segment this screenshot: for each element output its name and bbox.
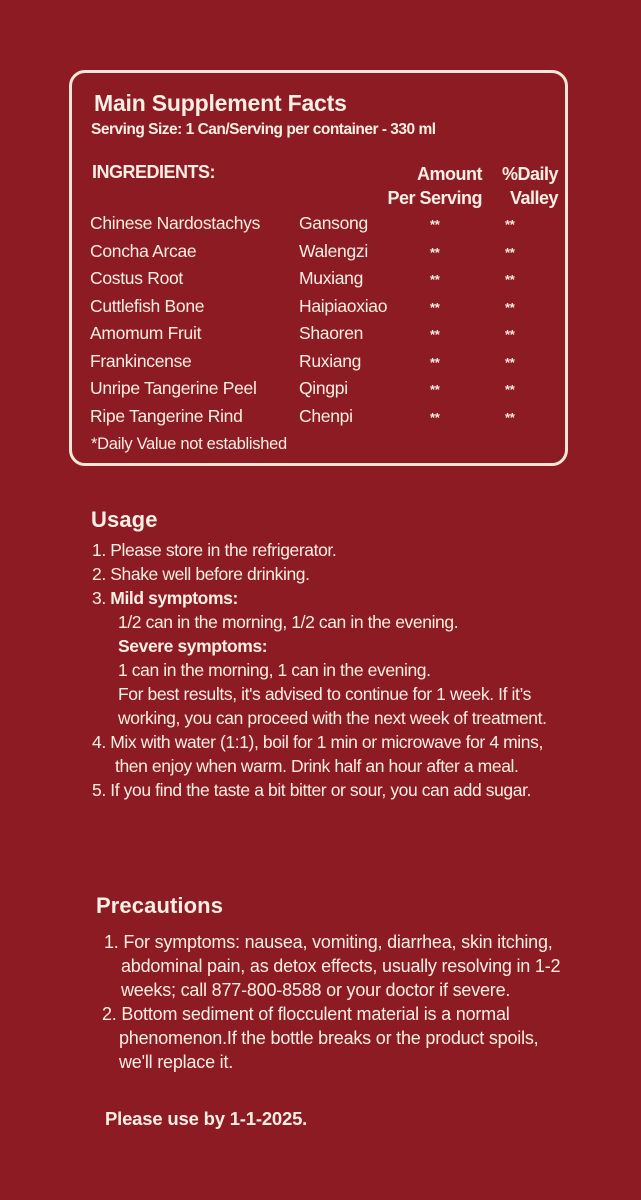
usage-item-4: 4. Mix with water (1:1), boil for 1 min or microwave for 4 mins, then enjoy when warm. Drink half an hour after a meal. [92, 732, 543, 776]
ingredient-name: Unripe Tangerine Peel [90, 378, 257, 398]
ingredient-daily-value: ** [505, 244, 515, 260]
ingredient-daily-value: ** [505, 354, 515, 370]
ingredient-row [90, 323, 560, 350]
ingredient-row [90, 351, 560, 378]
supplement-facts-panel [69, 70, 568, 466]
ingredient-daily-value: ** [505, 299, 515, 315]
ingredient-name: Ripe Tangerine Rind [90, 405, 243, 426]
precaution-item-2: 2. Bottom sediment of flocculent material is a normal phenomenon.If the bottle breaks or the product spoils, we'll replace it. [102, 1004, 539, 1072]
ingredient-amount: ** [430, 244, 440, 260]
ingredient-row [90, 241, 560, 268]
amount-header-line1: Amount [417, 164, 482, 184]
ingredient-daily-value: ** [505, 272, 515, 287]
daily-value-note: *Daily Value not established [91, 435, 287, 453]
ingredient-pinyin: Gansong [299, 213, 368, 233]
amount-header-line2: Per Serving [387, 188, 482, 208]
ingredient-name: Costus Root [90, 268, 183, 288]
ingredient-pinyin: Chenpi [299, 405, 353, 426]
ingredient-pinyin: Shaoren [299, 323, 364, 343]
facts-title: Main Supplement Facts [94, 90, 347, 116]
ingredient-amount: ** [430, 299, 440, 315]
usage-item-3-number: 3. [92, 588, 111, 608]
ingredient-name: Chinese Nardostachys [90, 213, 261, 233]
ingredient-name: Frankincense [90, 350, 192, 371]
ingredient-amount: ** [430, 354, 440, 370]
ingredient-daily-value: ** [505, 327, 515, 342]
severe-symptoms-text: 1 can in the morning, 1 can in the evening. [118, 660, 431, 680]
ingredient-row [90, 213, 560, 240]
ingredient-amount: ** [430, 409, 440, 425]
usage-item-1: 1. Please store in the refrigerator. [92, 540, 337, 560]
mild-symptoms-label: Mild symptoms: [110, 588, 238, 608]
ingredient-amount: ** [430, 382, 440, 397]
ingredient-pinyin: Ruxiang [299, 350, 362, 371]
precautions-list [104, 930, 574, 1074]
ingredient-name: Cuttlefish Bone [90, 295, 205, 316]
best-results-text: For best results, it's advised to continue for 1 week. If it’s working, you can proceed with the next week of treatment. [118, 684, 547, 728]
ingredient-amount: ** [430, 327, 440, 342]
usage-item-2: 2. Shake well before drinking. [92, 564, 310, 584]
daily-value-header [477, 162, 558, 210]
precautions-title: Precautions [96, 893, 224, 918]
usage-list [92, 538, 572, 802]
severe-symptoms-label: Severe symptoms: [118, 636, 268, 656]
ingredients-header: INGREDIENTS: [92, 162, 216, 182]
usage-title: Usage [91, 507, 158, 532]
usage-item-5: 5. If you find the taste a bit bitter or sour, you can add sugar. [92, 780, 532, 800]
ingredient-pinyin: Muxiang [299, 268, 364, 288]
ingredient-amount: ** [430, 272, 440, 287]
daily-value-header-line1: %Daily [501, 164, 558, 184]
ingredient-row [90, 268, 560, 295]
daily-value-header-line2: Valley [509, 188, 558, 208]
ingredient-pinyin: Walengzi [299, 240, 368, 261]
serving-size: Serving Size: 1 Can/Serving per container - 330 ml [91, 121, 436, 138]
usage-item-3 [92, 586, 572, 610]
ingredient-row [90, 406, 560, 433]
ingredient-name: Concha Arcae [90, 240, 197, 261]
ingredient-daily-value: ** [505, 382, 515, 397]
ingredient-name: Amomum Fruit [90, 323, 202, 343]
ingredient-row [90, 378, 560, 405]
precaution-item-1: 1. For symptoms: nausea, vomiting, diarrhea, skin itching, abdominal pain, as detox effects, usually resolving in 1-2 weeks; call 877-800-8588 or your doctor if severe. [104, 932, 561, 1000]
ingredient-row [90, 296, 560, 323]
use-by-date: Please use by 1-1-2025. [105, 1108, 308, 1129]
ingredient-daily-value: ** [505, 217, 515, 232]
ingredient-daily-value: ** [505, 409, 515, 425]
ingredient-pinyin: Qingpi [299, 378, 348, 398]
ingredient-amount: ** [430, 217, 440, 232]
mild-symptoms-text: 1/2 can in the morning, 1/2 can in the evening. [118, 612, 459, 632]
ingredient-pinyin: Haipiaoxiao [299, 295, 388, 316]
amount-header [357, 162, 482, 210]
